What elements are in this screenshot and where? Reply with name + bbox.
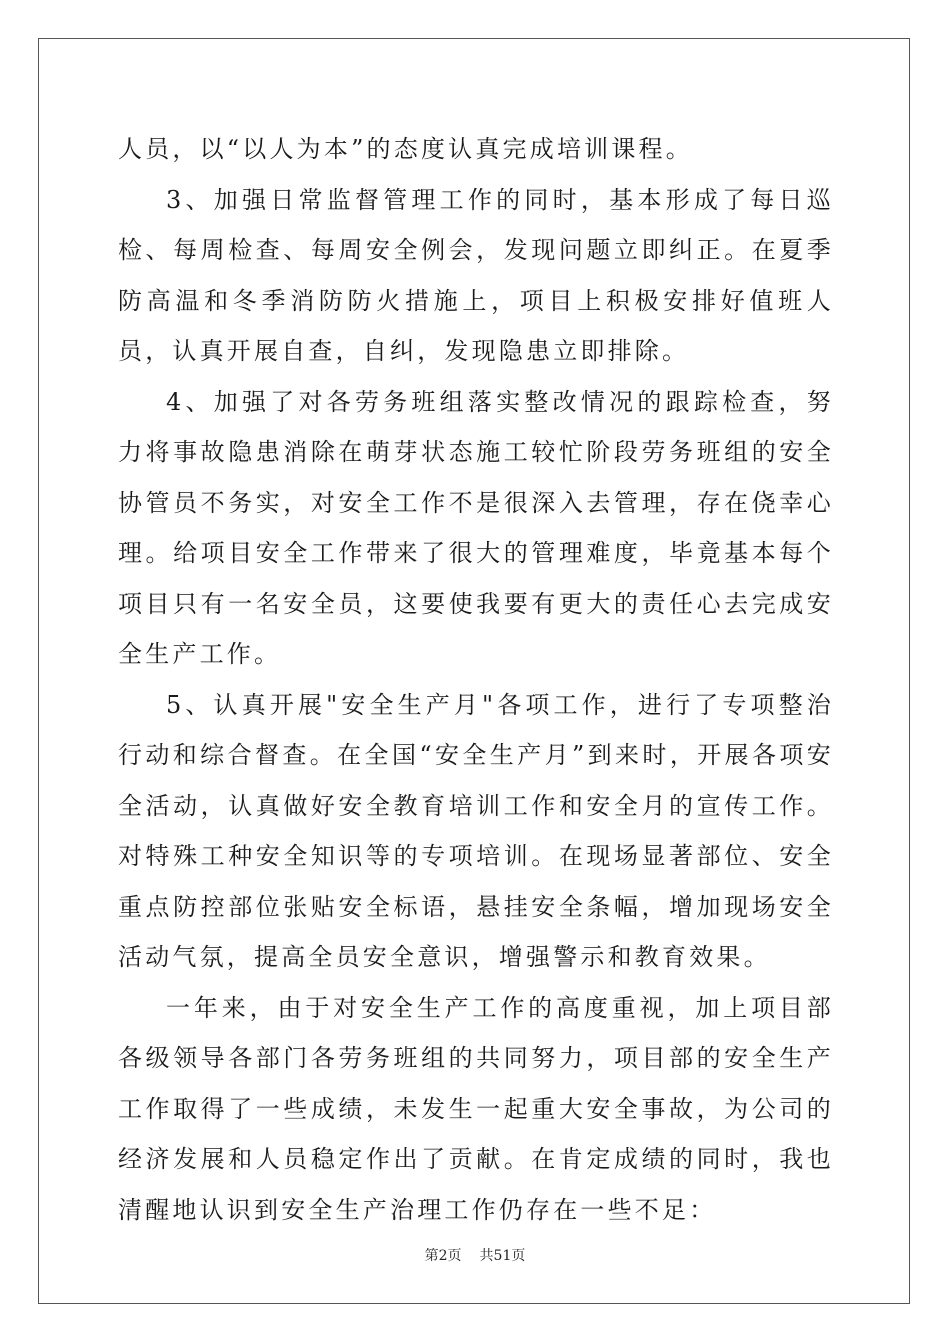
page-footer [0,1245,950,1265]
document-body [118,124,834,1235]
paragraph-3: 4、加强了对各劳务班组落实整改情况的跟踪检查，努力将事故隐患消除在萌芽状态施工较忙阶段劳务班组的安全协管员不务实，对安全工作不是很深入去管理，存在侥幸心理。给项目安全工作带来了很大的管理难度，毕竟基本每个项目只有一名安全员，这要使我要有更大的责任心去完成安全生产工作。 [118,387,834,668]
page-total: 共51页 [479,1248,526,1264]
paragraph-5: 一年来，由于对安全生产工作的高度重视，加上项目部各级领导各部门各劳务班组的共同努力，项目部的安全生产工作取得了一些成绩，未发生一起重大安全事故，为公司的经济发展和人员稳定作出了贡献。在肯定成绩的同时，我也清醒地认识到安全生产治理工作仍存在一些不足： [118,993,834,1224]
paragraph-1: 人员，以“以人为本”的态度认真完成培训课程。 [118,135,693,163]
paragraph-4: 5、认真开展"安全生产月"各项工作，进行了专项整治行动和综合督查。在全国“安全生产月”到来时，开展各项安全活动，认真做好安全教育培训工作和安全月的宣传工作。对特殊工种安全知识等的专项培训。在现场显著部位、安全重点防控部位张贴安全标语，悬挂安全条幅，增加现场安全活动气氛，提高全员安全意识，增强警示和教育效果。 [118,690,834,971]
page-number: 第2页 [424,1248,462,1264]
paragraph-2: 3、加强日常监督管理工作的同时，基本形成了每日巡检、每周检查、每周安全例会，发现问题立即纠正。在夏季防高温和冬季消防防火措施上，项目上积极安排好值班人员，认真开展自查，自纠，发现隐患立即排除。 [118,185,834,365]
